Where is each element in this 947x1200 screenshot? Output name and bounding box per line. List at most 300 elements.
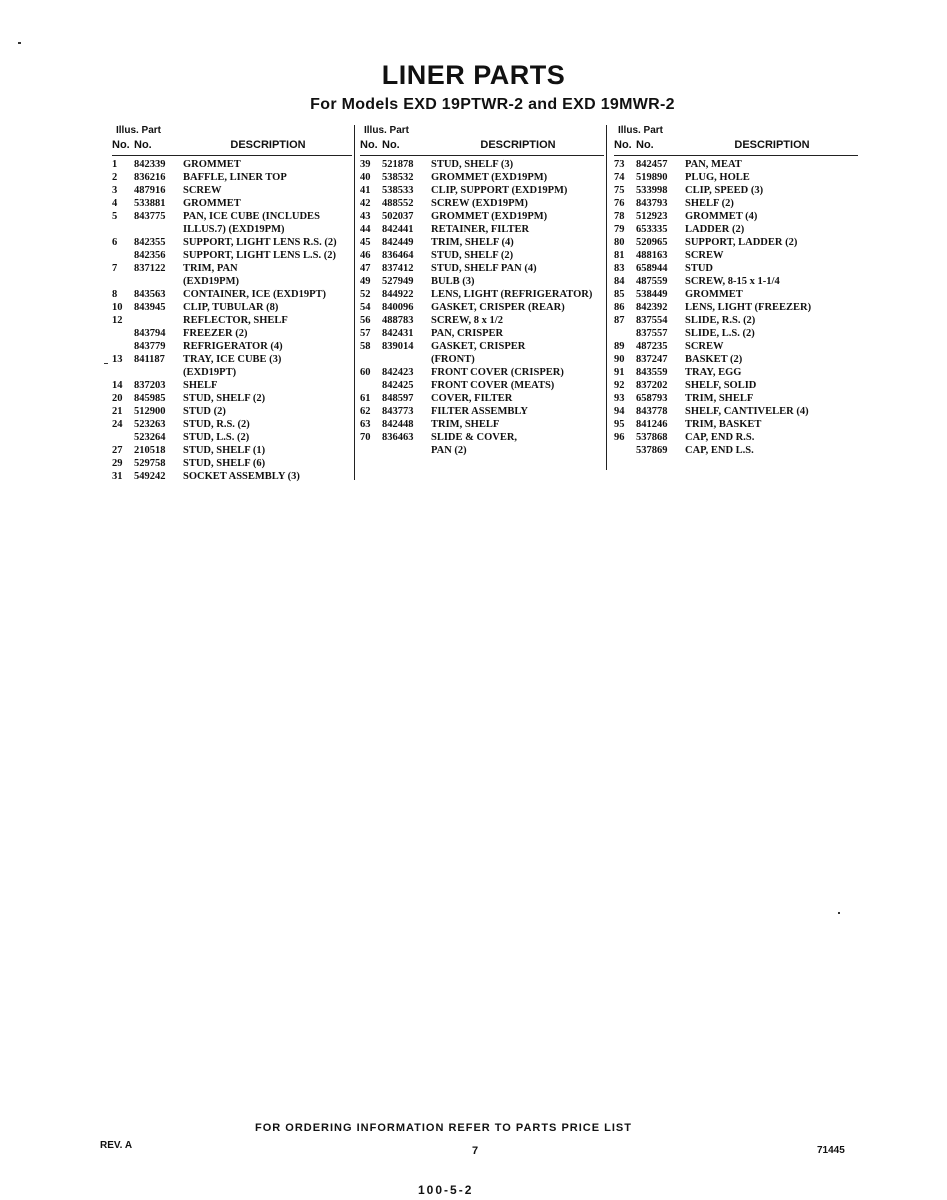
column-headings	[112, 139, 352, 156]
table-row	[614, 314, 858, 327]
table-row	[112, 379, 352, 392]
part-no-cell: 538532	[382, 172, 414, 183]
part-no-cell: 523264	[134, 432, 166, 443]
illus-no-cell: 86	[614, 302, 625, 313]
description-cell: GROMMET	[685, 289, 743, 300]
part-no-cell: 842339	[134, 159, 166, 170]
description-cell: TRIM, PAN	[183, 263, 238, 274]
table-row	[614, 197, 858, 210]
illus-no-cell: 80	[614, 237, 625, 248]
table-row	[112, 236, 352, 249]
table-row	[614, 379, 858, 392]
part-no-cell: 658944	[636, 263, 668, 274]
parts-column-1	[112, 125, 352, 483]
table-row	[614, 353, 858, 366]
description-cell: PLUG, HOLE	[685, 172, 750, 183]
illus-no-cell: 13	[112, 354, 123, 365]
table-row	[112, 314, 352, 327]
illus-no-cell: 95	[614, 419, 625, 430]
illus-no-cell: 54	[360, 302, 371, 313]
part-no-cell: 842355	[134, 237, 166, 248]
table-row	[112, 171, 352, 184]
part-no-cell: 845985	[134, 393, 166, 404]
column-headings	[360, 139, 604, 156]
illus-no-cell: 79	[614, 224, 625, 235]
illus-no-cell: 31	[112, 471, 123, 482]
part-no-cell: 537868	[636, 432, 668, 443]
table-row	[614, 301, 858, 314]
illus-no-cell: 61	[360, 393, 371, 404]
description-cell: SHELF (2)	[685, 198, 734, 209]
description-cell: STUD (2)	[183, 406, 226, 417]
description-cell: (FRONT)	[431, 354, 475, 365]
description-cell: LENS, LIGHT (FREEZER)	[685, 302, 812, 313]
illus-no-cell: 4	[112, 198, 118, 209]
part-no-cell: 487559	[636, 276, 668, 287]
part-no-cell: 538533	[382, 185, 414, 196]
part-no-cell	[382, 444, 431, 457]
table-row	[360, 249, 604, 262]
part-no-cell: 843779	[134, 341, 166, 352]
description-cell: TRAY, EGG	[685, 367, 742, 378]
illus-no-cell: 27	[112, 445, 123, 456]
illus-no-cell: 1	[112, 159, 118, 170]
table-row	[360, 444, 604, 457]
illus-no-cell: 3	[112, 185, 118, 196]
description-cell: GASKET, CRISPER (REAR)	[431, 302, 565, 313]
illus-no-cell: 41	[360, 185, 371, 196]
description-cell: SLIDE, R.S. (2)	[685, 315, 756, 326]
illus-no-cell: 76	[614, 198, 625, 209]
illus-no-cell: 87	[614, 315, 625, 326]
ordering-note: FOR ORDERING INFORMATION REFER TO PARTS PRICE LIST	[255, 1122, 632, 1134]
illus-no-cell: 7	[112, 263, 118, 274]
description-cell: SCREW	[685, 250, 724, 261]
table-row	[360, 301, 604, 314]
illus-no-cell: 94	[614, 406, 625, 417]
description-cell: LENS, LIGHT (REFRIGERATOR)	[431, 289, 593, 300]
description-cell: CAP, END R.S.	[685, 432, 755, 443]
part-no-cell: 842449	[382, 237, 414, 248]
table-row	[614, 171, 858, 184]
illus-no-cell	[360, 444, 382, 457]
description-cell: GROMMET (EXD19PM)	[431, 211, 548, 222]
part-no-cell: 843773	[382, 406, 414, 417]
table-row	[112, 197, 352, 210]
illus-part-heading: Illus. Part	[364, 125, 410, 136]
part-no-cell: 836464	[382, 250, 414, 261]
description-cell: CLIP, TUBULAR (8)	[183, 302, 279, 313]
part-no-cell: 836463	[382, 432, 414, 443]
description-cell: STUD, SHELF (3)	[431, 159, 514, 170]
table-row	[112, 405, 352, 418]
table-row	[112, 444, 352, 457]
table-row	[614, 405, 858, 418]
table-row	[614, 418, 858, 431]
part-no-cell: 488783	[382, 315, 414, 326]
table-row	[360, 314, 604, 327]
column-divider	[606, 125, 607, 470]
illus-no-cell: 42	[360, 198, 371, 209]
illus-no-cell: 83	[614, 263, 625, 274]
table-row	[360, 184, 604, 197]
illus-no-cell: 57	[360, 328, 371, 339]
illus-no-cell	[112, 223, 134, 236]
description-cell: STUD	[685, 263, 714, 274]
description-cell: TRIM, BASKET	[685, 419, 762, 430]
table-row	[614, 366, 858, 379]
part-no-cell: 837557	[636, 328, 668, 339]
table-row	[112, 431, 352, 444]
description-cell: LADDER (2)	[685, 224, 745, 235]
part-no-cell: 538449	[636, 289, 668, 300]
illus-no-heading: No.	[614, 139, 632, 151]
illus-no-cell: 62	[360, 406, 371, 417]
description-cell: TRAY, ICE CUBE (3)	[183, 354, 282, 365]
description-cell: FILTER ASSEMBLY	[431, 406, 528, 417]
description-cell: SHELF, SOLID	[685, 380, 757, 391]
table-row	[112, 288, 352, 301]
description-heading: DESCRIPTION	[734, 139, 810, 151]
table-row	[360, 197, 604, 210]
illus-no-cell	[112, 431, 134, 444]
part-no-cell: 512923	[636, 211, 668, 222]
scan-speck	[838, 912, 840, 914]
scan-speck	[104, 363, 108, 364]
table-row	[112, 340, 352, 353]
table-row	[614, 236, 858, 249]
part-no-cell: 841246	[636, 419, 668, 430]
models-subtitle: For Models EXD 19PTWR-2 and EXD 19MWR-2	[310, 96, 675, 113]
part-no-cell	[382, 353, 431, 366]
description-cell: GASKET, CRISPER	[431, 341, 526, 352]
table-row	[360, 366, 604, 379]
illus-no-cell: 12	[112, 315, 123, 326]
illus-no-cell: 8	[112, 289, 118, 300]
column-divider	[354, 125, 355, 480]
description-cell: SCREW (EXD19PM)	[431, 198, 528, 209]
illus-no-cell	[360, 379, 382, 392]
part-no-cell: 527949	[382, 276, 414, 287]
table-row	[614, 340, 858, 353]
description-cell: REFLECTOR, SHELF	[183, 315, 288, 326]
table-row	[112, 418, 352, 431]
description-cell: SHELF	[183, 380, 218, 391]
illus-no-cell: 40	[360, 172, 371, 183]
table-row	[112, 184, 352, 197]
table-row	[112, 158, 352, 171]
table-row	[360, 288, 604, 301]
description-cell: SHELF, CANTIVELER (4)	[685, 406, 809, 417]
part-no-cell: 841187	[134, 354, 165, 365]
illus-no-heading: No.	[360, 139, 378, 151]
illus-no-cell	[112, 275, 134, 288]
parts-rows	[614, 158, 858, 457]
table-row	[112, 275, 352, 288]
table-row	[614, 210, 858, 223]
table-row	[360, 379, 604, 392]
table-row	[112, 301, 352, 314]
description-cell: PAN (2)	[431, 445, 467, 456]
description-cell: (EXD19PT)	[183, 367, 237, 378]
illus-no-cell	[112, 327, 134, 340]
table-row	[112, 262, 352, 275]
description-cell: FRONT COVER (MEATS)	[431, 380, 555, 391]
illus-part-heading: Illus. Part	[618, 125, 664, 136]
part-no-cell: 837554	[636, 315, 668, 326]
part-no-cell: 837247	[636, 354, 668, 365]
illus-no-cell: 24	[112, 419, 123, 430]
part-no-cell: 502037	[382, 211, 414, 222]
part-no-cell: 842431	[382, 328, 414, 339]
description-cell: SLIDE, L.S. (2)	[685, 328, 755, 339]
illus-no-cell	[112, 249, 134, 262]
illus-no-cell	[360, 353, 382, 366]
part-no-heading: No.	[134, 139, 152, 151]
description-cell: SUPPORT, LADDER (2)	[685, 237, 798, 248]
part-no-cell: 521878	[382, 159, 414, 170]
table-row	[614, 249, 858, 262]
scan-speck	[18, 42, 21, 44]
illus-no-cell: 60	[360, 367, 371, 378]
illus-no-cell: 46	[360, 250, 371, 261]
part-no-cell: 487235	[636, 341, 668, 352]
part-no-cell: 842425	[382, 380, 414, 391]
part-no-cell: 837122	[134, 263, 166, 274]
illus-no-cell: 70	[360, 432, 371, 443]
part-no-cell: 843945	[134, 302, 166, 313]
illus-no-cell: 21	[112, 406, 123, 417]
part-no-cell: 658793	[636, 393, 668, 404]
page-title: LINER PARTS	[381, 60, 566, 90]
description-cell: FREEZER (2)	[183, 328, 248, 339]
description-cell: ILLUS.7) (EXD19PM)	[183, 224, 285, 235]
description-cell: GROMMET (EXD19PM)	[431, 172, 548, 183]
part-no-cell: 837203	[134, 380, 166, 391]
table-row	[360, 418, 604, 431]
description-cell: SCREW, 8 x 1/2	[431, 315, 503, 326]
document-number: 71445	[817, 1145, 845, 1156]
description-cell: FRONT COVER (CRISPER)	[431, 367, 564, 378]
part-no-cell: 843794	[134, 328, 166, 339]
parts-column-2	[360, 125, 604, 457]
part-no-cell: 488163	[636, 250, 668, 261]
description-cell: TRIM, SHELF (4)	[431, 237, 514, 248]
part-no-cell: 533881	[134, 198, 166, 209]
description-cell: SCREW	[183, 185, 222, 196]
illus-no-cell: 5	[112, 211, 118, 222]
description-cell: STUD, SHELF PAN (4)	[431, 263, 537, 274]
part-no-cell: 842448	[382, 419, 414, 430]
part-no-cell: 210518	[134, 445, 166, 456]
part-no-cell: 843559	[636, 367, 668, 378]
table-row	[614, 327, 858, 340]
description-cell: GROMMET (4)	[685, 211, 758, 222]
part-no-cell: 537869	[636, 445, 668, 456]
illus-no-cell: 89	[614, 341, 625, 352]
parts-rows	[112, 158, 352, 483]
illus-no-cell: 92	[614, 380, 625, 391]
table-row	[614, 262, 858, 275]
illus-no-cell: 47	[360, 263, 371, 274]
part-no-cell: 842423	[382, 367, 414, 378]
table-row	[112, 327, 352, 340]
description-cell: PAN, MEAT	[685, 159, 742, 170]
description-cell: STUD, R.S. (2)	[183, 419, 250, 430]
description-cell: PAN, ICE CUBE (INCLUDES	[183, 211, 320, 222]
description-cell: SUPPORT, LIGHT LENS R.S. (2)	[183, 237, 337, 248]
table-row	[112, 210, 352, 223]
table-row	[614, 444, 858, 457]
description-cell: GROMMET	[183, 198, 241, 209]
table-row	[112, 249, 352, 262]
description-cell: CLIP, SUPPORT (EXD19PM)	[431, 185, 568, 196]
table-row	[360, 327, 604, 340]
description-cell: CONTAINER, ICE (EXD19PT)	[183, 289, 327, 300]
bottom-code: 100-5-2	[418, 1183, 474, 1197]
description-cell: STUD, SHELF (1)	[183, 445, 266, 456]
parts-rows	[360, 158, 604, 457]
illus-no-cell: 39	[360, 159, 371, 170]
table-row	[360, 236, 604, 249]
part-no-cell: 843778	[636, 406, 668, 417]
illus-no-cell: 58	[360, 341, 371, 352]
page-number: 7	[472, 1145, 479, 1157]
part-no-cell: 842392	[636, 302, 668, 313]
illus-no-cell	[614, 444, 636, 457]
part-no-cell: 836216	[134, 172, 166, 183]
description-cell: STUD, L.S. (2)	[183, 432, 250, 443]
part-no-cell: 842356	[134, 250, 166, 261]
table-row	[360, 405, 604, 418]
illus-no-cell: 20	[112, 393, 123, 404]
table-row	[112, 353, 352, 366]
table-row	[360, 340, 604, 353]
part-no-cell	[134, 314, 183, 327]
table-row	[112, 392, 352, 405]
illus-no-cell: 2	[112, 172, 118, 183]
description-cell: (EXD19PM)	[183, 276, 239, 287]
part-no-cell: 653335	[636, 224, 668, 235]
illus-no-cell: 49	[360, 276, 371, 287]
part-no-heading: No.	[636, 139, 654, 151]
table-row	[360, 353, 604, 366]
part-no-cell: 843775	[134, 211, 166, 222]
illus-no-heading: No.	[112, 139, 130, 151]
part-no-cell: 520965	[636, 237, 668, 248]
table-row	[614, 275, 858, 288]
part-no-cell: 844922	[382, 289, 414, 300]
description-cell: SCREW, 8-15 x 1-1/4	[685, 276, 780, 287]
description-cell: SLIDE & COVER,	[431, 432, 518, 443]
table-row	[360, 210, 604, 223]
illus-no-cell: 93	[614, 393, 625, 404]
illus-no-cell	[112, 366, 134, 379]
illus-no-cell: 52	[360, 289, 371, 300]
illus-part-heading: Illus. Part	[116, 125, 162, 136]
illus-no-cell: 44	[360, 224, 371, 235]
description-cell: SOCKET ASSEMBLY (3)	[183, 471, 300, 482]
description-cell: RETAINER, FILTER	[431, 224, 530, 235]
part-no-heading: No.	[382, 139, 400, 151]
illus-no-cell: 63	[360, 419, 371, 430]
description-heading: DESCRIPTION	[480, 139, 556, 151]
illus-no-cell	[112, 340, 134, 353]
illus-no-cell: 56	[360, 315, 371, 326]
description-cell: SCREW	[685, 341, 724, 352]
table-row	[614, 392, 858, 405]
part-no-cell: 848597	[382, 393, 414, 404]
part-no-cell: 842441	[382, 224, 414, 235]
table-row	[360, 223, 604, 236]
part-no-cell: 487916	[134, 185, 166, 196]
illus-no-cell: 43	[360, 211, 371, 222]
illus-no-cell: 10	[112, 302, 123, 313]
description-cell: SUPPORT, LIGHT LENS L.S. (2)	[183, 250, 336, 261]
description-cell: STUD, SHELF (2)	[431, 250, 514, 261]
illus-no-cell: 91	[614, 367, 625, 378]
part-no-cell: 843793	[636, 198, 668, 209]
part-no-cell: 488552	[382, 198, 414, 209]
part-no-cell: 529758	[134, 458, 166, 469]
part-no-cell: 523263	[134, 419, 166, 430]
description-cell: TRIM, SHELF	[431, 419, 500, 430]
table-row	[360, 262, 604, 275]
part-no-cell	[134, 366, 183, 379]
description-cell: REFRIGERATOR (4)	[183, 341, 283, 352]
table-row	[360, 158, 604, 171]
illus-no-cell: 74	[614, 172, 625, 183]
table-row	[360, 171, 604, 184]
part-no-cell	[134, 223, 183, 236]
illus-no-cell: 45	[360, 237, 371, 248]
illus-no-cell	[614, 327, 636, 340]
illus-no-cell: 96	[614, 432, 625, 443]
table-row	[360, 392, 604, 405]
description-cell: BULB (3)	[431, 276, 475, 287]
part-no-cell: 519890	[636, 172, 668, 183]
parts-column-3	[614, 125, 858, 457]
table-row	[614, 158, 858, 171]
illus-no-cell: 85	[614, 289, 625, 300]
description-cell: TRIM, SHELF	[685, 393, 754, 404]
part-no-cell	[134, 275, 183, 288]
illus-no-cell: 6	[112, 237, 118, 248]
illus-no-cell: 14	[112, 380, 123, 391]
description-cell: PAN, CRISPER	[431, 328, 504, 339]
illus-no-cell: 75	[614, 185, 625, 196]
illus-no-cell: 73	[614, 159, 625, 170]
table-row	[614, 288, 858, 301]
part-no-cell: 549242	[134, 471, 166, 482]
table-row	[360, 275, 604, 288]
table-row	[614, 223, 858, 236]
description-cell: BAFFLE, LINER TOP	[183, 172, 287, 183]
part-no-cell: 837202	[636, 380, 668, 391]
table-row	[112, 470, 352, 483]
part-no-cell: 533998	[636, 185, 668, 196]
part-no-cell: 840096	[382, 302, 414, 313]
description-cell: BASKET (2)	[685, 354, 743, 365]
description-cell: COVER, FILTER	[431, 393, 513, 404]
illus-no-cell: 29	[112, 458, 123, 469]
part-no-cell: 837412	[382, 263, 414, 274]
illus-no-cell: 81	[614, 250, 625, 261]
table-row	[360, 431, 604, 444]
part-no-cell: 843563	[134, 289, 166, 300]
description-heading: DESCRIPTION	[230, 139, 306, 151]
description-cell: CAP, END L.S.	[685, 445, 754, 456]
